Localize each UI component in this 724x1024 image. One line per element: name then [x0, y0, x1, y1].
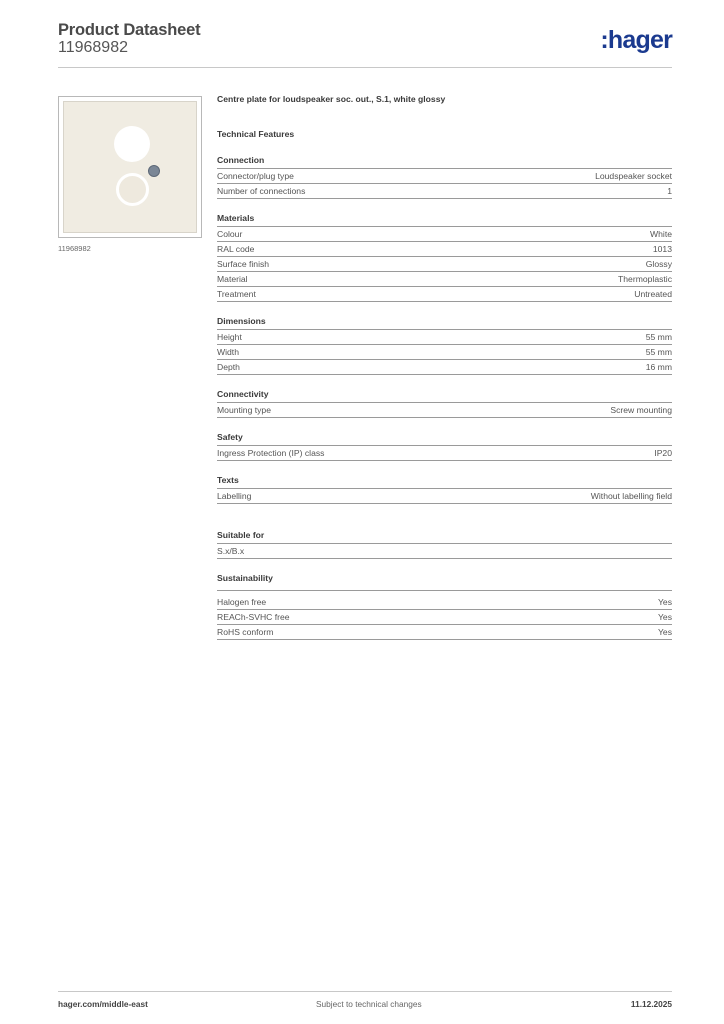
spec-label: Halogen free: [217, 597, 267, 607]
section-heading: Safety: [217, 432, 672, 446]
page-title: Product Datasheet: [58, 21, 201, 39]
spec-value: IP20: [654, 448, 672, 458]
spec-row: [217, 345, 672, 360]
spec-value: 55 mm: [645, 332, 672, 342]
spec-value: Yes: [657, 627, 672, 637]
spec-section: [217, 389, 672, 418]
spec-section: [217, 432, 672, 461]
section-heading: Texts: [217, 475, 672, 489]
spec-label: REACh-SVHC free: [217, 612, 290, 622]
spec-section: [217, 475, 672, 504]
spec-value: White: [650, 229, 672, 239]
product-image: [58, 96, 202, 238]
spec-label: Depth: [217, 362, 240, 372]
spec-row: [217, 227, 672, 242]
spec-label: Surface finish: [217, 259, 270, 269]
spec-row: [217, 257, 672, 272]
spec-label: Material: [217, 274, 248, 284]
spec-value: Yes: [657, 612, 672, 622]
spec-label: Mounting type: [217, 405, 271, 415]
footer-disclaimer: Subject to technical changes: [316, 999, 422, 1009]
spec-row: [217, 330, 672, 345]
spec-value: 1: [667, 186, 672, 196]
spec-label: RoHS conform: [217, 627, 274, 637]
centre-plate-illustration: [63, 101, 197, 233]
spec-section: [217, 155, 672, 199]
spec-value: Yes: [657, 597, 672, 607]
section-heading: Sustainability: [217, 573, 672, 591]
spec-label: RAL code: [217, 244, 255, 254]
spec-label: Height: [217, 332, 242, 342]
spec-label: Colour: [217, 229, 243, 239]
hager-logo: :hager: [600, 26, 672, 54]
plate-socket-ring: [116, 173, 149, 206]
product-number: 11968982: [58, 39, 128, 56]
spec-row: [217, 272, 672, 287]
spec-label: Ingress Protection (IP) class: [217, 448, 325, 458]
spec-value: Thermoplastic: [618, 274, 672, 284]
section-heading: Connection: [217, 155, 672, 169]
spec-value: 16 mm: [645, 362, 672, 372]
spec-section: [217, 530, 672, 559]
section-heading: Connectivity: [217, 389, 672, 403]
spec-section: [217, 573, 672, 640]
footer-website: hager.com/middle-east: [58, 999, 148, 1009]
spec-label: Connector/plug type: [217, 171, 294, 181]
spec-value: Without labelling field: [590, 491, 672, 501]
spec-label: Treatment: [217, 289, 256, 299]
spec-row: [217, 489, 672, 504]
product-title: Centre plate for loudspeaker soc. out., S.1, white glossy: [217, 94, 446, 104]
image-caption: 11968982: [58, 244, 91, 253]
spec-label: Labelling: [217, 491, 252, 501]
spec-row: [217, 595, 672, 610]
header-divider: [58, 67, 672, 68]
spec-row: [217, 242, 672, 257]
spec-value: 1013: [652, 244, 672, 254]
spec-sections: [217, 155, 672, 640]
technical-features-heading: Technical Features: [217, 129, 295, 139]
spec-value: 55 mm: [645, 347, 672, 357]
spec-value: Glossy: [645, 259, 672, 269]
spec-row: [217, 169, 672, 184]
section-heading: Materials: [217, 213, 672, 227]
spec-value: Untreated: [634, 289, 672, 299]
spec-row: [217, 625, 672, 640]
section-heading: Dimensions: [217, 316, 672, 330]
spec-label: Number of connections: [217, 186, 306, 196]
spec-section: [217, 213, 672, 302]
spec-content: [217, 94, 672, 640]
spec-row: [217, 287, 672, 302]
spec-row: [217, 544, 672, 559]
spec-row: [217, 403, 672, 418]
spec-value: Loudspeaker socket: [595, 171, 672, 181]
plate-screw: [148, 165, 160, 177]
spec-row: [217, 184, 672, 199]
spec-section: [217, 316, 672, 375]
spec-label: S.x/B.x: [217, 546, 245, 556]
spec-row: [217, 610, 672, 625]
footer-divider: [58, 991, 672, 992]
plate-hole-top: [114, 126, 150, 162]
section-heading: Suitable for: [217, 530, 672, 544]
spec-row: [217, 446, 672, 461]
spec-value: Screw mounting: [610, 405, 672, 415]
spec-row: [217, 360, 672, 375]
spec-label: Width: [217, 347, 239, 357]
footer-date: 11.12.2025: [630, 999, 672, 1009]
